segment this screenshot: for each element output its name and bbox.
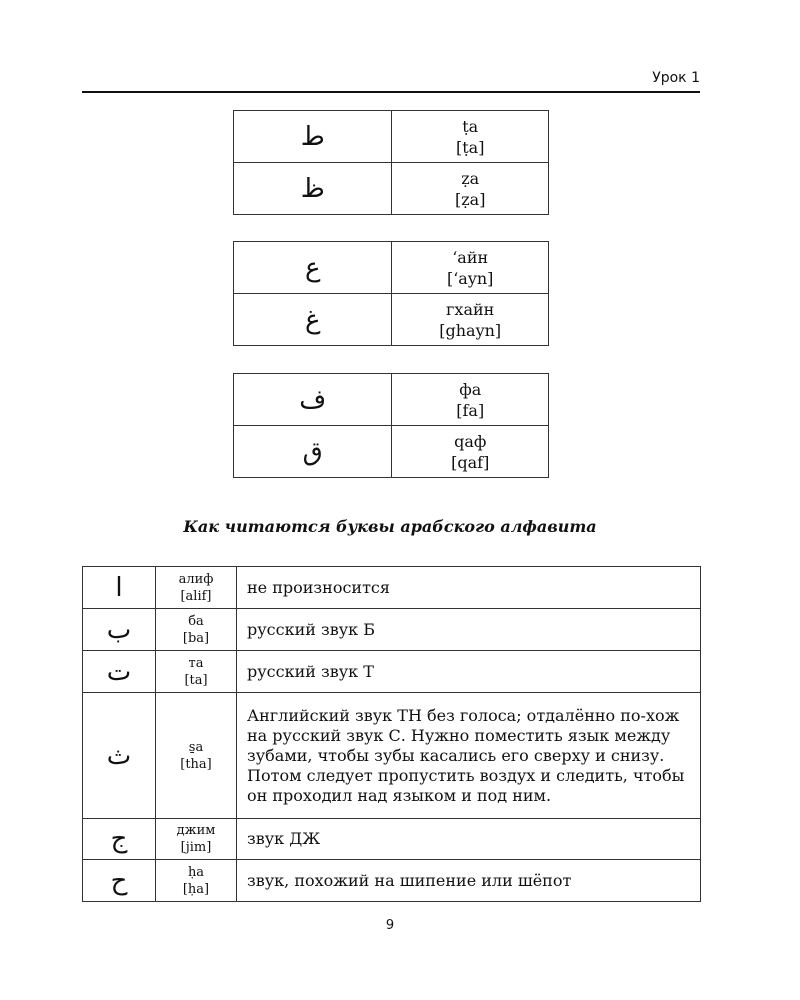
letter-name: qaф (454, 431, 487, 451)
letter-pair-table-2 (233, 241, 549, 346)
letter-transliteration: [ṭa] (456, 137, 485, 157)
arabic-letter: ق (234, 426, 392, 478)
lesson-header: Урок 1 (652, 70, 700, 86)
letter-name-cell (156, 819, 237, 860)
letter-transliteration: [fa] (456, 400, 485, 420)
letter-name-cell (392, 242, 549, 294)
letter-name: алиф (178, 571, 214, 587)
letter-transliteration: [ʻayn] (446, 268, 494, 288)
pronunciation-description: звук ДЖ (237, 819, 701, 860)
letter-transliteration: [ghayn] (439, 320, 502, 340)
letter-transliteration: [ẓa] (455, 189, 486, 209)
arabic-letter: ط (234, 111, 392, 163)
letter-name: s̱a (188, 739, 204, 755)
letter-transliteration: [ta] (184, 672, 208, 688)
arabic-letter: ث (83, 693, 156, 819)
table-row (83, 567, 701, 609)
arabic-letter: ف (234, 374, 392, 426)
table-row (83, 693, 701, 819)
arabic-letter: ت (83, 651, 156, 693)
letter-transliteration: [qaf] (451, 452, 490, 472)
header-rule (82, 91, 700, 93)
letter-name: джим (176, 823, 216, 838)
alphabet-pronunciation-table (82, 566, 701, 902)
letter-pair-table-3 (233, 373, 549, 478)
letter-name-cell (156, 693, 237, 819)
table-row (83, 860, 701, 902)
letter-transliteration: [ba] (182, 630, 210, 646)
letter-name: гхайн (446, 299, 495, 319)
table-row (83, 651, 701, 693)
table-row (234, 111, 549, 163)
pronunciation-description: звук, похожий на шипение или шёпот (237, 860, 701, 902)
letter-name: ʻайн (452, 247, 489, 267)
arabic-letter: ب (83, 609, 156, 651)
letter-name: фа (459, 379, 482, 399)
section-title: Как читаются буквы арабского алфавита (183, 517, 597, 536)
letter-name-cell (392, 374, 549, 426)
table-row (234, 426, 549, 478)
letter-transliteration: [alif] (180, 588, 212, 604)
table-row (83, 819, 701, 860)
page-number: 9 (385, 918, 395, 933)
letter-name-cell (392, 426, 549, 478)
arabic-letter: ظ (234, 163, 392, 215)
letter-transliteration: [tha] (180, 756, 212, 772)
letter-name: ẓa (461, 168, 480, 188)
pronunciation-description: русский звук Т (237, 651, 701, 693)
letter-name-cell (392, 294, 549, 346)
letter-name: та (188, 655, 204, 671)
table-row (234, 294, 549, 346)
letter-name-cell (156, 609, 237, 651)
letter-name-cell (156, 567, 237, 609)
pronunciation-description: не произносится (237, 567, 701, 609)
table-row (234, 163, 549, 215)
letter-name: ṭa (462, 116, 479, 136)
pronunciation-description: русский звук Б (237, 609, 701, 651)
letter-name: ба (188, 613, 204, 629)
table-row (234, 374, 549, 426)
table-row (234, 242, 549, 294)
letter-name: ḥa (187, 864, 205, 880)
arabic-letter: ح (83, 860, 156, 902)
letter-name-cell (392, 111, 549, 163)
arabic-letter: ع (234, 242, 392, 294)
arabic-letter: غ (234, 294, 392, 346)
table-row (83, 609, 701, 651)
letter-pair-table-1 (233, 110, 549, 215)
arabic-letter: ا (83, 567, 156, 609)
pronunciation-description: Английский звук TH без голоса; отдалённо по-хож на русский звук С. Нужно поместить язык между зубами, чтобы зубы касались его сверху и снизу. Потом следует пропустить воздух и следить, чтобы он проходил над языком и под ним. (237, 693, 701, 819)
letter-name-cell (156, 860, 237, 902)
letter-name-cell (156, 651, 237, 693)
letter-name-cell (392, 163, 549, 215)
arabic-letter: ج (83, 819, 156, 860)
letter-transliteration: [jim] (180, 840, 212, 855)
letter-transliteration: [ḥa] (182, 881, 210, 897)
